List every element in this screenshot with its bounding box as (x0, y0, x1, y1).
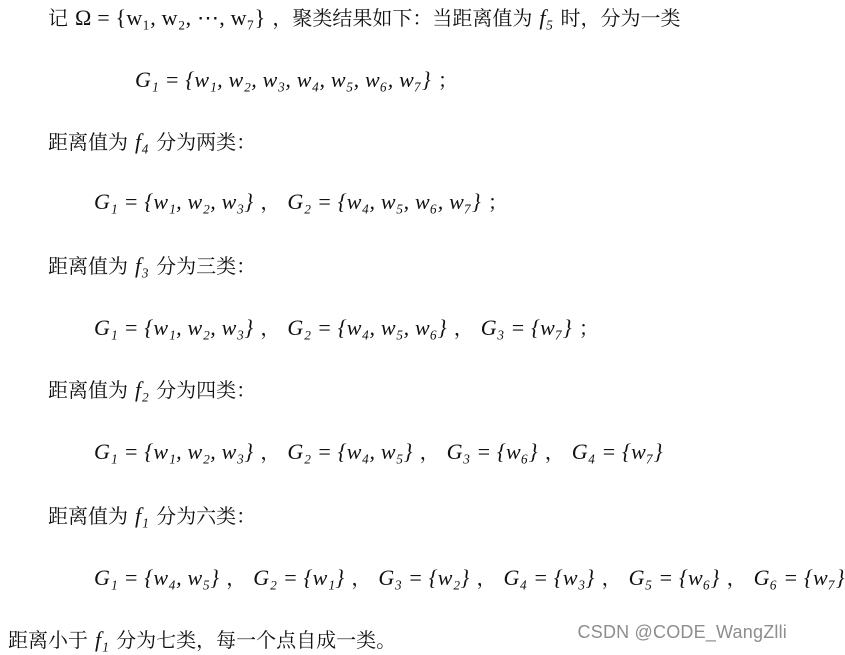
four-classes-separator-3: ， (544, 440, 565, 464)
f3-symbol: f₃ (135, 253, 150, 278)
three-classes-punctuation: ； (578, 316, 599, 340)
two-classes-prefix: 距离值为 (48, 130, 128, 154)
one-class-line (135, 66, 458, 95)
intro-middle: ，聚类结果如下：当距离值为 (272, 6, 533, 30)
four-classes-g2: G₂ = {w₄, w₅} (287, 439, 413, 464)
six-classes-separator-4: ， (601, 566, 622, 590)
two-classes-separator: ， (260, 190, 281, 214)
f1-symbol: f₁ (135, 503, 150, 528)
four-classes-heading (48, 376, 256, 405)
six-classes-g5: G₅ = {w₆} (628, 565, 720, 590)
six-classes-suffix: 分为六类： (156, 504, 257, 528)
six-classes-g3: G₃ = {w₂} (378, 565, 470, 590)
six-classes-heading (48, 502, 256, 531)
one-class-punctuation: ； (437, 68, 458, 92)
three-classes-separator-1: ， (260, 316, 281, 340)
three-classes-prefix: 距离值为 (48, 254, 128, 278)
two-classes-formula-line (94, 188, 508, 217)
two-classes-heading (48, 128, 256, 157)
seven-classes-suffix: 分为七类，每一个点自成一类。 (116, 628, 397, 652)
two-classes-g1: G₁ = {w₁, w₂, w₃} (94, 189, 254, 214)
four-classes-suffix: 分为四类： (156, 378, 257, 402)
four-classes-g3: G₃ = {w₆} (446, 439, 538, 464)
four-classes-prefix: 距离值为 (48, 378, 128, 402)
four-classes-formula-line (94, 438, 663, 467)
watermark-label: CSDN @CODE_WangZlli (577, 622, 787, 642)
six-classes-separator-1: ， (226, 566, 247, 590)
seven-classes-line (8, 626, 396, 655)
three-classes-formula-line (94, 314, 599, 343)
six-classes-separator-2: ， (351, 566, 372, 590)
four-classes-separator-1: ， (260, 440, 281, 464)
three-classes-g1: G₁ = {w₁, w₂, w₃} (94, 315, 254, 340)
seven-classes-prefix: 距离小于 (8, 628, 88, 652)
four-classes-g4: G₄ = {w₇} (571, 439, 663, 464)
intro-tail: 时，分为一类 (560, 6, 681, 30)
six-classes-g1: G₁ = {w₄, w₅} (94, 565, 220, 590)
six-classes-g4: G₄ = {w₃} (503, 565, 595, 590)
two-classes-suffix: 分为两类： (156, 130, 257, 154)
omega-definition: Ω = {w₁, w₂, ⋯, w₇} (75, 5, 266, 30)
six-classes-g2: G₂ = {w₁} (253, 565, 345, 590)
f5-symbol: f₅ (539, 5, 554, 30)
three-classes-g2: G₂ = {w₄, w₅, w₆} (287, 315, 447, 340)
f4-symbol: f₄ (135, 129, 150, 154)
three-classes-heading (48, 252, 256, 281)
four-classes-g1: G₁ = {w₁, w₂, w₃} (94, 439, 254, 464)
three-classes-separator-2: ， (453, 316, 474, 340)
six-classes-separator-5: ， (726, 566, 747, 590)
six-classes-separator-3: ， (476, 566, 497, 590)
f2-symbol: f₂ (135, 377, 150, 402)
two-classes-punctuation: ； (487, 190, 508, 214)
one-class-formula: G₁ = {w₁, w₂, w₃, w₄, w₅, w₆, w₇} (135, 67, 431, 92)
intro-prefix: 记 (48, 6, 68, 30)
three-classes-g3: G₃ = {w₇} (480, 315, 572, 340)
six-classes-formula-line (94, 564, 845, 593)
intro-line (48, 4, 681, 33)
three-classes-suffix: 分为三类： (156, 254, 257, 278)
four-classes-separator-2: ， (419, 440, 440, 464)
six-classes-prefix: 距离值为 (48, 504, 128, 528)
six-classes-g6: G₆ = {w₇} (753, 565, 845, 590)
two-classes-g2: G₂ = {w₄, w₅, w₆, w₇} (287, 189, 481, 214)
f1-last-symbol: f₁ (95, 627, 110, 652)
